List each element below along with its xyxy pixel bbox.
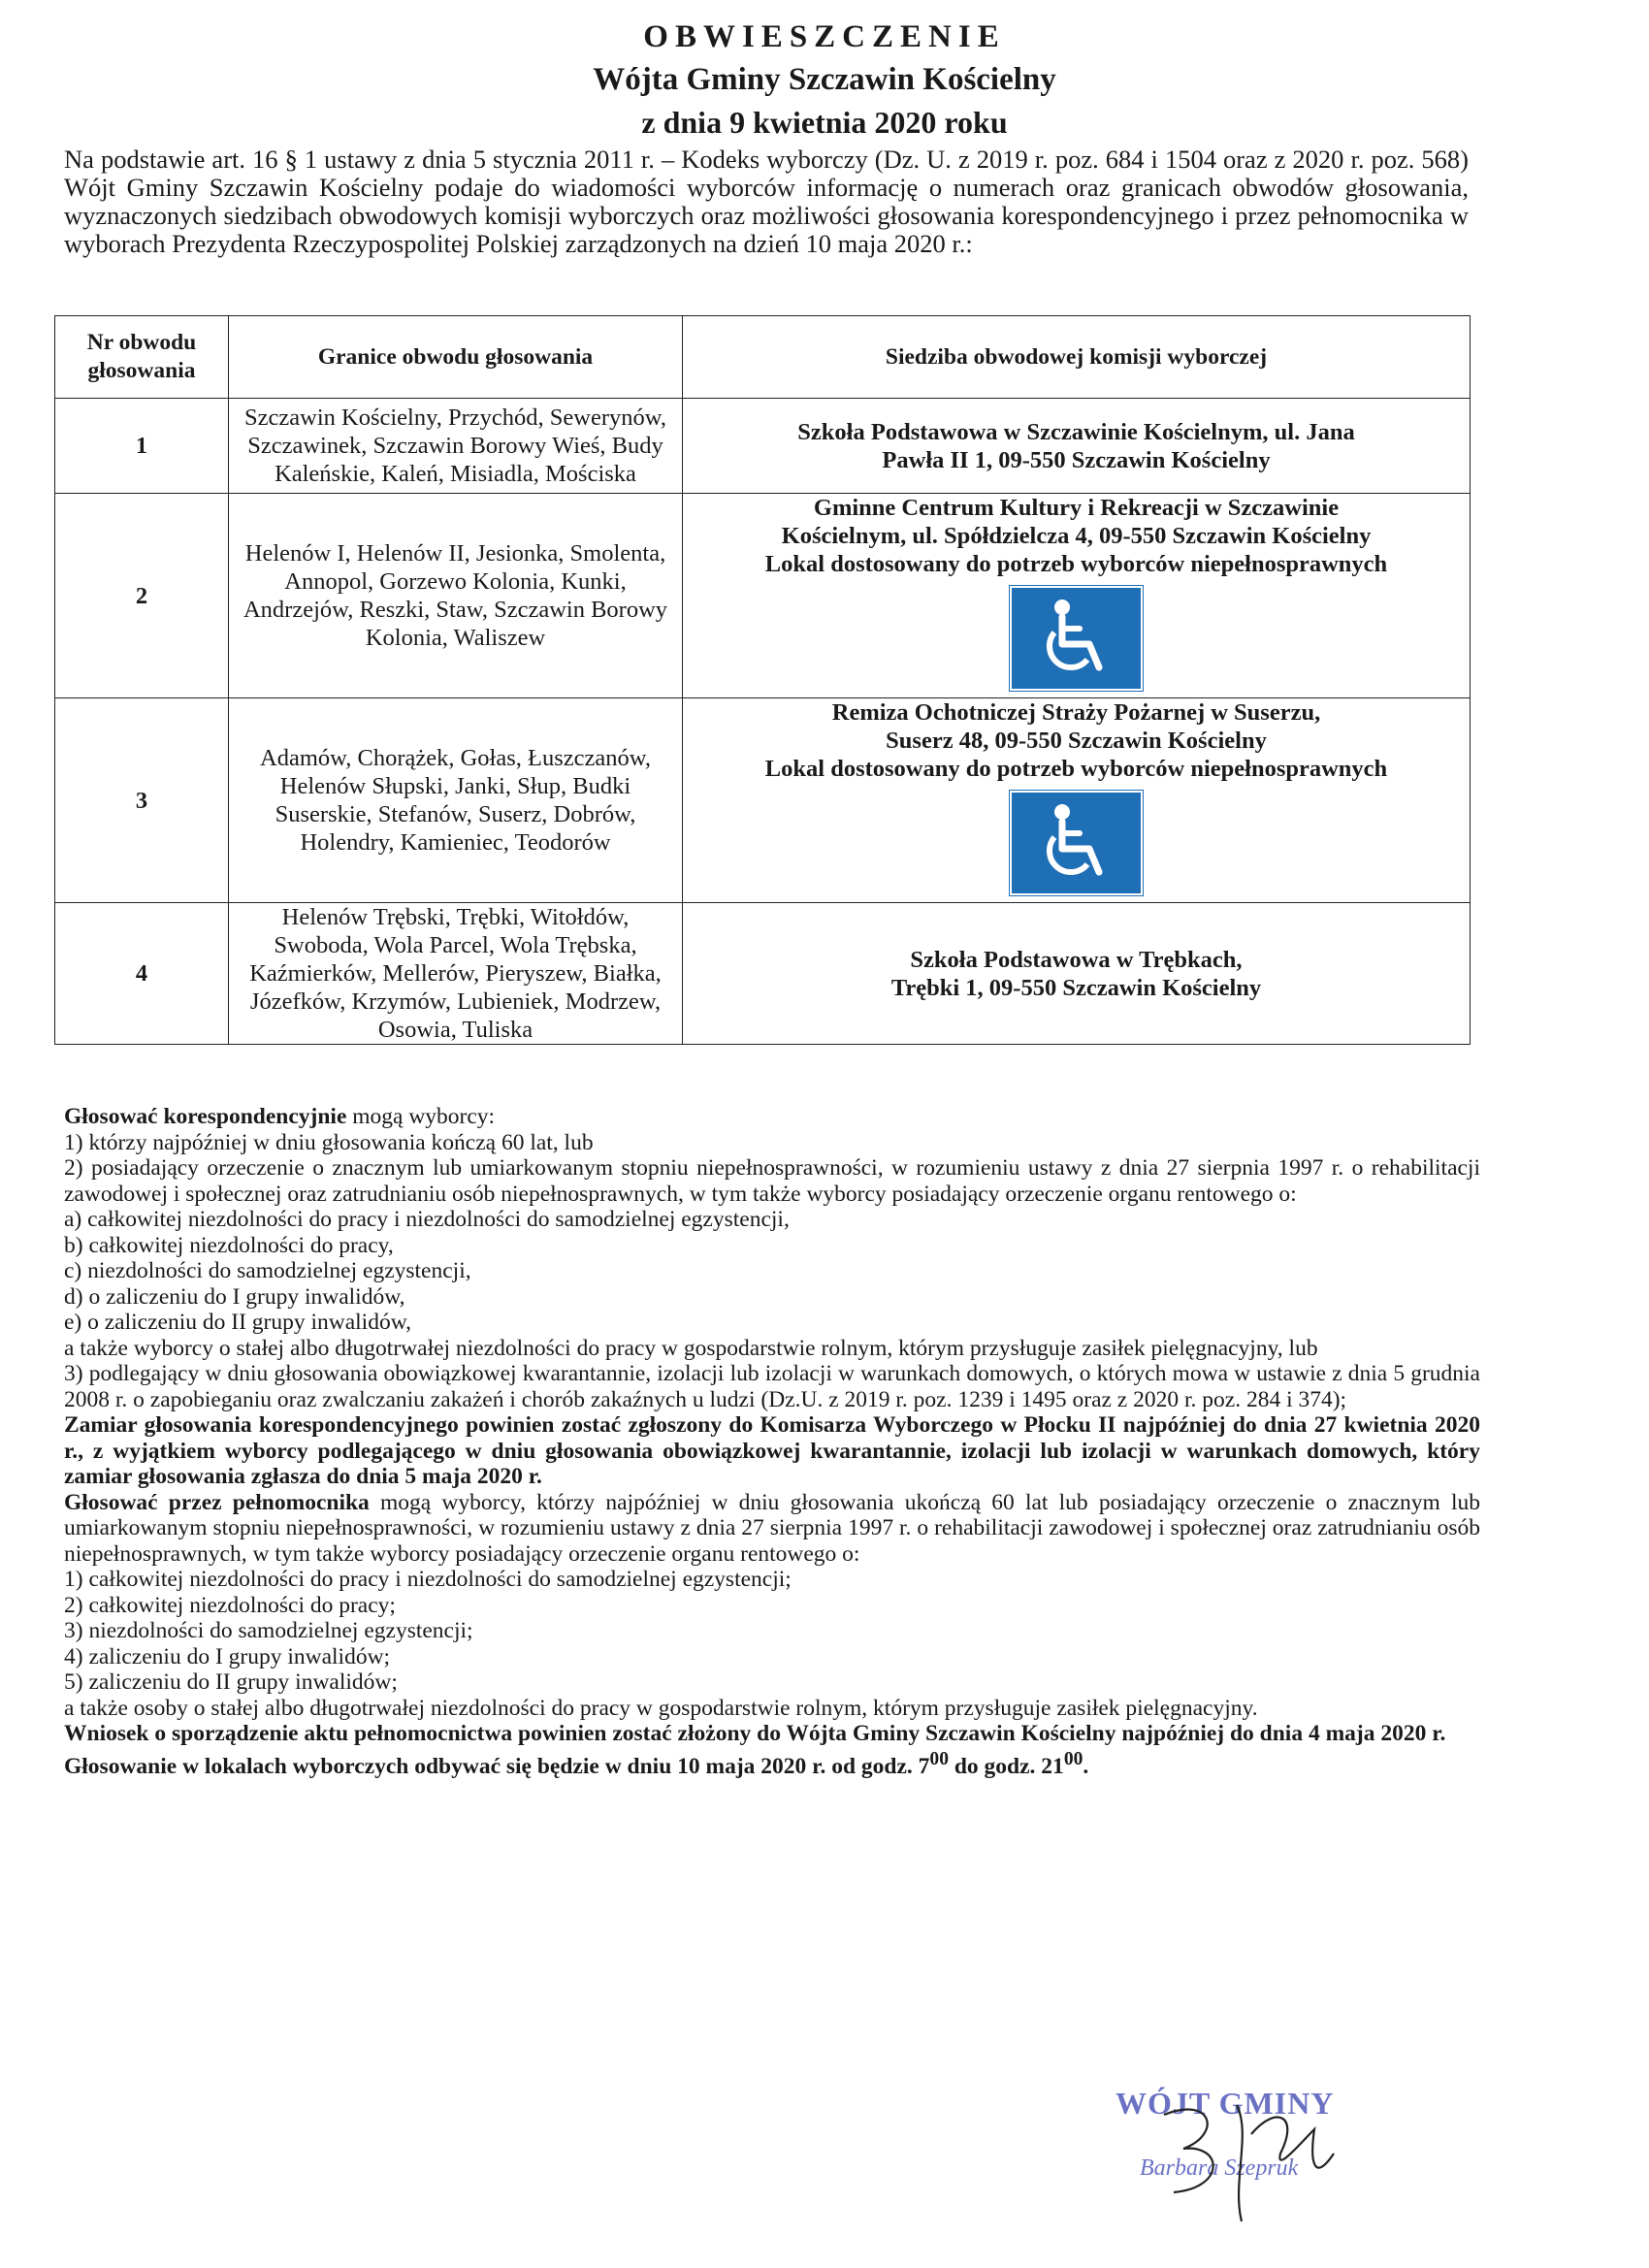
list-item: b) całkowitej niezdolności do pracy, — [64, 1232, 394, 1258]
seat-line: Suserz 48, 09-550 Szczawin Kościelny — [886, 728, 1267, 754]
voting-hours-start-minutes: 00 — [929, 1748, 949, 1769]
list-item: 3) podlegający w dniu głosowania obowiązkowej kwarantannie, izolacji lub izolacji w warunkach domowych, o których mowa w ustawie z dnia 5 grudnia 2008 r. o zapobieganiu oraz zwalczaniu zakażeń i chorób zakaźnych u ludzi (Dz.U. z 2019 r. poz. 1239 i 1495 oraz z 2020 r. poz. 284 i 374); — [64, 1361, 1480, 1412]
bounds-line: Andrzejów, Reszki, Staw, Szczawin Borowy — [242, 597, 668, 623]
bounds-line: Swoboda, Wola Parcel, Wola Trębska, — [274, 932, 637, 958]
seat-line: Szkoła Podstawowa w Trębkach, — [910, 946, 1243, 973]
district-bounds — [229, 698, 683, 903]
document-subtitle: Wójta Gminy Szczawin Kościelny — [593, 62, 1056, 97]
list-item: 5) zaliczeniu do II grupy inwalidów; — [64, 1669, 398, 1695]
commission-seat — [683, 698, 1471, 903]
seat-line: Gminne Centrum Kultury i Rekreacji w Szczawinie — [813, 495, 1340, 521]
district-number: 1 — [55, 399, 229, 494]
wheelchair-icon — [1010, 791, 1143, 895]
bounds-line: Kaleńskie, Kaleń, Misiadla, Mościska — [275, 461, 636, 487]
header-commission-seat: Siedziba obwodowej komisji wyborczej — [683, 316, 1471, 399]
seat-line: Kościelnym, ul. Spółdzielcza 4, 09-550 Szczawin Kościelny — [781, 523, 1372, 549]
seat-line: Trębki 1, 09-550 Szczawin Kościelny — [890, 974, 1262, 1001]
voting-rules-section — [64, 1104, 1480, 1779]
commission-seat — [683, 494, 1471, 698]
bounds-line: Helenów Trębski, Trębki, Witołdów, — [281, 904, 630, 930]
seat-line: Lokal dostosowany do potrzeb wyborców niepełnosprawnych — [764, 756, 1388, 782]
seat-line: Szkoła Podstawowa w Szczawinie Kościelnym, ul. Jana — [797, 418, 1355, 445]
list-item: 2) posiadający orzeczenie o znacznym lub umiarkowanym stopniu niepełnosprawności, w rozumieniu ustawy z dnia 27 sierpnia 1997 r. o rehabilitacji zawodowej i społecznej oraz zatrudnianiu osób niepełnosprawnych, w tym także wyborcy posiadający orzeczenie organu rentowego o: — [64, 1155, 1480, 1207]
document-date: z dnia 9 kwietnia 2020 roku — [641, 105, 1008, 140]
voting-hours-mid: do godz. 21 — [948, 1753, 1064, 1779]
bounds-line: Annopol, Gorzewo Kolonia, Kunki, — [284, 568, 627, 595]
proxy-deadline: Wniosek o sporządzenie aktu pełnomocnictwa powinien zostać złożony do Wójta Gminy Szczawin Kościelny najpóźniej do dnia 4 maja 2020 r. — [64, 1721, 1446, 1746]
bounds-line: Helenów I, Helenów II, Jesionka, Smolenta, — [244, 540, 666, 567]
list-item: a) całkowitej niezdolności do pracy i niezdolności do samodzielnej egzystencji, — [64, 1207, 790, 1232]
list-item: 1) całkowitej niezdolności do pracy i niezdolności do samodzielnej egzystencji; — [64, 1567, 792, 1592]
commission-seat — [683, 903, 1471, 1045]
bounds-line: Szczawin Kościelny, Przychód, Sewerynów, — [244, 405, 666, 431]
bounds-line: Józefków, Krzymów, Lubieniek, Modrzew, — [249, 988, 662, 1015]
proxy-lead-bold: Głosować przez pełnomocnika — [64, 1489, 370, 1515]
bounds-line: Osowia, Tuliska — [377, 1017, 534, 1043]
signature-stamp — [1106, 2076, 1426, 2231]
correspondence-lead-rest: mogą wyborcy: — [346, 1104, 496, 1129]
bounds-line: Kaźmierków, Mellerów, Pieryszew, Białka, — [249, 960, 662, 987]
stamp-name: Barbara Szepruk — [1140, 2155, 1299, 2181]
district-bounds — [229, 399, 683, 494]
table-row — [55, 494, 1471, 698]
voting-hours-text: Głosowanie w lokalach wyborczych odbywać się będzie w dniu 10 maja 2020 r. od godz. 7 — [64, 1753, 930, 1779]
proxy-conditions-list — [64, 1567, 1480, 1721]
wheelchair-icon — [1010, 586, 1143, 691]
header-nr-line2: głosowania — [87, 358, 196, 383]
district-number: 4 — [55, 903, 229, 1045]
seat-line: Remiza Ochotniczej Straży Pożarnej w Suserzu, — [831, 699, 1321, 726]
list-item: a także wyborcy o stałej albo długotrwałej niezdolności do pracy w gospodarstwie rolnym, którym przysługuje zasiłek pielęgnacyjny, lub — [64, 1335, 1318, 1361]
bounds-line: Szczawinek, Szczawin Borowy Wieś, Budy — [247, 433, 663, 459]
handwritten-signature — [1106, 2076, 1426, 2231]
voting-hours-end: . — [1083, 1753, 1089, 1779]
correspondence-lead — [64, 1104, 1480, 1130]
table-header-row — [55, 316, 1471, 399]
table-row — [55, 399, 1471, 494]
table-row — [55, 698, 1471, 903]
list-item: d) o zaliczeniu do I grupy inwalidów, — [64, 1283, 405, 1310]
list-item: 2) całkowitej niezdolności do pracy; — [64, 1592, 396, 1618]
voting-districts-table — [54, 315, 1471, 1045]
correspondence-lead-bold: Głosować korespondencyjnie — [64, 1104, 347, 1129]
district-number: 3 — [55, 698, 229, 903]
commission-seat — [683, 399, 1471, 494]
seat-line: Pawła II 1, 09-550 Szczawin Kościelny — [882, 446, 1271, 473]
correspondence-conditions-list — [64, 1130, 1480, 1413]
list-item: 4) zaliczeniu do I grupy inwalidów; — [64, 1643, 391, 1669]
stamp-title: WÓJT GMINY — [1116, 2086, 1335, 2121]
district-bounds — [229, 903, 683, 1045]
correspondence-deadline: Zamiar głosowania korespondencyjnego powinien zostać zgłoszony do Komisarza Wyborczego w Płocku II najpóźniej do dnia 27 kwietnia 2020 r., z wyjątkiem wyborcy podlegającego w dniu głosowania obowiązkowej kwarantannie, izolacji lub izolacji w warunkach domowych, który zamiar głosowania zgłasza do dnia 5 maja 2020 r. — [64, 1412, 1480, 1489]
intro-paragraph — [64, 146, 1469, 258]
header-district-bounds: Granice obwodu głosowania — [229, 316, 683, 399]
list-item: 1) którzy najpóźniej w dniu głosowania kończą 60 lat, lub — [64, 1129, 594, 1155]
seat-line: Lokal dostosowany do potrzeb wyborców niepełnosprawnych — [764, 551, 1388, 577]
document-title: OBWIESZCZENIE — [643, 19, 1006, 54]
list-item: 3) niezdolności do samodzielnej egzystencji; — [64, 1618, 473, 1643]
header-nr-line1: Nr obwodu — [86, 330, 197, 355]
header-district-number — [55, 316, 229, 399]
bounds-line: Adamów, Chorążek, Gołas, Łuszczanów, — [260, 745, 651, 771]
bounds-line: Holendry, Kamieniec, Teodorów — [300, 829, 611, 856]
list-item: a także osoby o stałej albo długotrwałej niezdolności do pracy w gospodarstwie rolnym, którym przysługuje zasiłek pielęgnacyjny. — [64, 1695, 1258, 1721]
proxy-lead — [64, 1490, 1480, 1568]
voting-hours-end-minutes: 00 — [1063, 1748, 1083, 1769]
voting-hours — [64, 1747, 1480, 1779]
bounds-line: Suserskie, Stefanów, Suserz, Dobrów, — [275, 801, 636, 827]
list-item: c) niezdolności do samodzielnej egzystencji, — [64, 1258, 471, 1283]
district-number: 2 — [55, 494, 229, 698]
list-item: e) o zaliczeniu do II grupy inwalidów, — [64, 1310, 412, 1335]
proxy-lead-rest: mogą wyborcy, którzy najpóźniej w dniu głosowania ukończą 60 lat lub posiadający orzeczenie o znacznym lub umiarkowanym stopniu niepełnosprawności, w rozumieniu ustawy z dnia 27 sierpnia 1997 r. o rehabilitacji zawodowej i społecznej oraz zatrudnianiu osób niepełnosprawnych, w tym także wyborcy posiadający orzeczenie organu rentowego o: — [64, 1489, 1480, 1567]
district-bounds — [229, 494, 683, 698]
intro-text: Na podstawie art. 16 § 1 ustawy z dnia 5 stycznia 2011 r. – Kodeks wyborczy (Dz. U. z 2019 r. poz. 684 i 1504 oraz z 2020 r. poz. 568) Wójt Gminy Szczawin Kościelny podaje do wiadomości wyborców informację o numerach oraz granicach obwodów głosowania, wyznaczonych siedzibach obwodowych komisji wyborczych oraz możliwości głosowania korespondencyjnego i przez pełnomocnika w wyborach Prezydenta Rzeczypospolitej Polskiej zarządzonych na dzień 10 maja 2020 r.: — [64, 145, 1469, 258]
table-row — [55, 903, 1471, 1045]
bounds-line: Kolonia, Waliszew — [365, 625, 546, 651]
bounds-line: Helenów Słupski, Janki, Słup, Budki — [279, 773, 631, 799]
